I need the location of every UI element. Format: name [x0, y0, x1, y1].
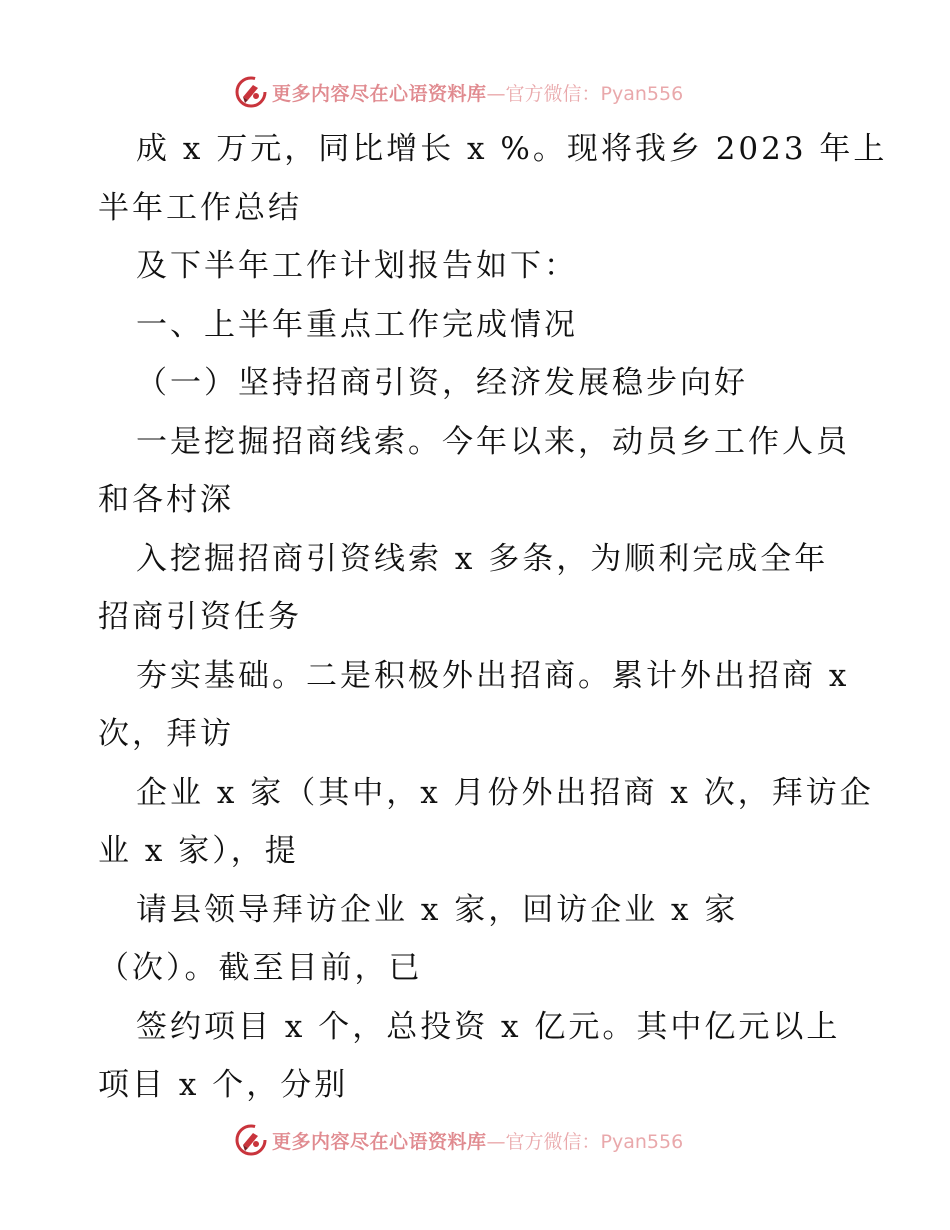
brand-logo-icon	[234, 75, 268, 109]
text-line: 和各村深	[98, 482, 234, 518]
banner-wechat-text: —官方微信：Pyan556	[486, 82, 684, 105]
subsection-heading: （一）坚持招商引资，经济发展稳步向好	[136, 365, 748, 401]
banner-wechat-text: —官方微信：Pyan556	[486, 1130, 684, 1153]
text-line: 企业 x 家（其中，x 月份外出招商 x 次，拜访企	[136, 774, 874, 811]
text-line: 成 x 万元，同比增长 x %。现将我乡 2023 年上	[136, 131, 888, 167]
text-line: 半年工作总结	[98, 189, 302, 226]
footer-watermark-banner	[234, 1120, 683, 1160]
text-line: 项目 x 个，分别	[98, 1067, 349, 1103]
text-line: 请县领导拜访企业 x 家，回访企业 x 家	[136, 891, 739, 928]
header-watermark-banner	[234, 72, 683, 112]
text-line: 及下半年工作计划报告如下：	[136, 248, 578, 284]
text-line: 入挖掘招商引资线索 x 多条，为顺利完成全年	[136, 540, 829, 577]
text-line: 夯实基础。二是积极外出招商。累计外出招商 x	[136, 657, 850, 694]
banner-main-text: 更多内容尽在心语资料库	[272, 1130, 487, 1153]
text-line: 签约项目 x 个，总投资 x 亿元。其中亿元以上	[136, 1008, 841, 1045]
text-line: （次）。截至目前，已	[98, 950, 423, 986]
text-line: 业 x 家），提	[98, 833, 299, 869]
text-line: 招商引资任务	[98, 599, 302, 635]
brand-logo-icon	[234, 1123, 268, 1157]
text-line: 一是挖掘招商线索。今年以来，动员乡工作人员	[136, 423, 850, 460]
document-body	[98, 120, 888, 1115]
section-heading: 一、上半年重点工作完成情况	[136, 306, 578, 343]
text-line: 次，拜访	[98, 716, 234, 752]
banner-main-text: 更多内容尽在心语资料库	[272, 82, 487, 105]
